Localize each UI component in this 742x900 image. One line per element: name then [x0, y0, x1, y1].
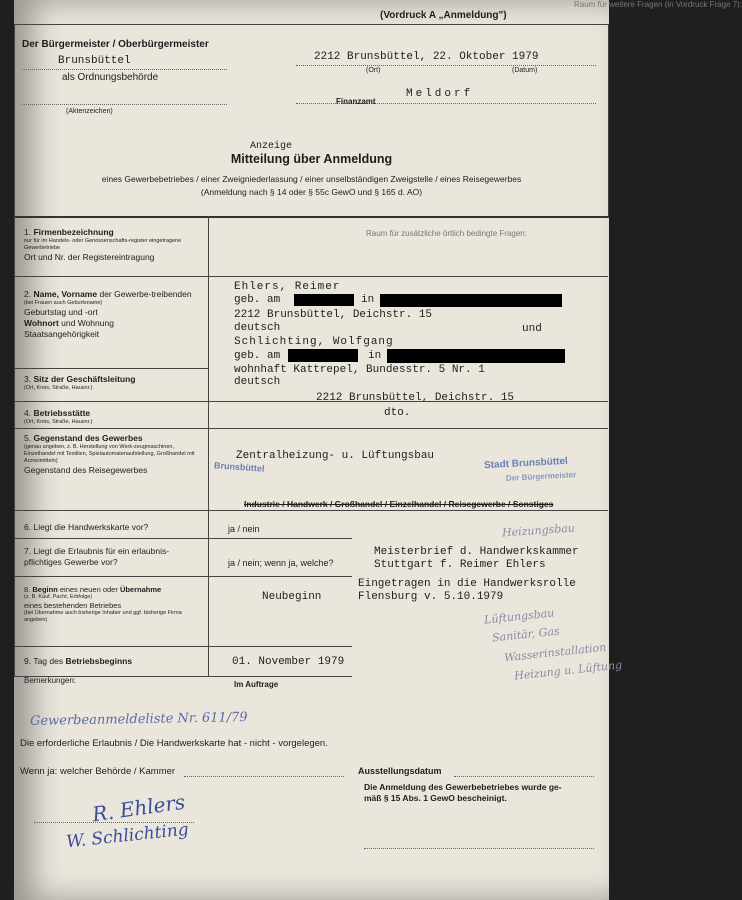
- table-top: [14, 216, 609, 218]
- meisterbrief-1: Meisterbrief d. Handwerkskammer: [374, 546, 579, 558]
- geb-am-2: geb. am: [234, 350, 281, 362]
- row-1-bottom: [14, 276, 608, 277]
- place-date: 2212 Brunsbüttel, 22. Oktober 1979: [314, 51, 539, 63]
- form-subtitle-2: (Anmeldung nach § 14 oder § 55c GewO und § 165 d. AO): [200, 187, 423, 197]
- row-4-label-bold: Betriebsstätte: [33, 408, 91, 418]
- row-3-label-bold: Sitz der Geschäftsleitung: [33, 374, 136, 384]
- pencil-note-3: Sanitär, Gas: [491, 624, 561, 645]
- row-8-label-small-2: (bei Übernahme auch bisherige Inhaber und ggf. bisherige Firma angeben): [24, 610, 182, 623]
- bestaetigung-2: mäß § 15 Abs. 1 GewO bescheinigt.: [364, 793, 507, 803]
- nationality-2: deutsch: [234, 376, 281, 388]
- betriebsbeginn-value: 01. November 1979: [232, 656, 345, 668]
- erlaubnis-statement: Die erforderliche Erlaubnis / Die Handwerkskarte hat - nicht - vorgelegen.: [20, 738, 328, 749]
- im-auftrage: Im Auftrage: [234, 680, 279, 689]
- redaction-birthplace-2: [387, 349, 565, 363]
- pencil-note-5: Heizung u. Lüftung: [513, 658, 623, 683]
- row-7-label: [24, 546, 204, 568]
- row-6-bottom: [14, 538, 352, 539]
- in-2: in: [368, 350, 382, 362]
- row-8-label-bold: Beginn: [32, 585, 58, 594]
- redaction-birthdate-1: [294, 294, 354, 306]
- q6-options: ja / nein: [228, 524, 260, 534]
- row-7-label-normal: Liegt die Erlaubnis für ein erlaubnis-pflichtiges Gewerbe vor?: [24, 546, 170, 567]
- redaction-birthplace-1: [380, 294, 562, 307]
- table-left: [14, 216, 15, 676]
- aktenzeichen-label: (Aktenzeichen): [66, 108, 113, 115]
- geb-am-1: geb. am: [234, 294, 281, 306]
- row-8-label-small: (z. B. Kauf, Pacht, Erbfolge): [24, 594, 93, 600]
- row-8-label: [24, 585, 204, 624]
- stamp-side: Brunsbüttel: [213, 460, 265, 474]
- row-1-label-normal: Ort und Nr. der Registereintragung: [24, 252, 155, 262]
- signature-2: W. Schlichting: [65, 819, 190, 853]
- meisterbrief-2: Stuttgart f. Reimer Ehlers: [374, 559, 546, 571]
- form-name: (Vordruck A „Anmeldung"): [380, 10, 507, 21]
- address-2: wohnhaft Kattrepel, Bundesstr. 5 Nr. 1: [234, 364, 485, 376]
- authority-role: als Ordnungsbehörde: [62, 72, 159, 83]
- header-rule: [14, 24, 609, 25]
- row-4-label: [24, 408, 92, 426]
- behoerde-label: Wenn ja: welcher Behörde / Kammer: [20, 766, 176, 777]
- row-9-num: 9.: [24, 656, 32, 666]
- row-2-label-nationality: Staatsangehörigkeit: [24, 329, 100, 339]
- pencil-note-1: Heizungsbau: [501, 521, 576, 540]
- nationality-1: deutsch: [234, 322, 281, 334]
- row-1-label-small: nur für im Handels- oder Genossenschafts-register eingetragene Gewerbetriebe: [24, 238, 182, 251]
- row-5-label-small: (genau angeben, z. B. Herstellung von Werk-zeugmaschinen, Einzelhandel mit Textilien, Spielautomatenaufstellung, Großhandel mit Arzneimitteln): [24, 444, 195, 464]
- row-5-num: 5.: [24, 433, 32, 443]
- beginn-value: Neubeginn: [262, 591, 322, 603]
- ausstellung-label: Ausstellungsdatum: [358, 766, 442, 776]
- form-title: Mitteilung über Anmeldung: [230, 152, 393, 166]
- finanzamt-label: Finanzamt: [336, 97, 376, 106]
- signature-1: R. Ehlers: [90, 789, 187, 827]
- row-6-num: 6.: [24, 522, 32, 532]
- row-7-bottom: [14, 576, 352, 577]
- address-1: 2212 Brunsbüttel, Deichstr. 15: [234, 309, 433, 321]
- row-8-num: 8.: [24, 585, 31, 594]
- redaction-birthdate-2: [288, 349, 358, 362]
- name-2: Schlichting, Wolfgang: [234, 336, 394, 348]
- datum-label: (Datum): [512, 67, 538, 74]
- q7-options: ja / nein; wenn ja, welche?: [228, 558, 334, 568]
- pencil-note-2: Lüftungsbau: [483, 606, 555, 627]
- finanzamt-value: Meldorf: [406, 88, 474, 100]
- row-2-num: 2.: [24, 289, 32, 299]
- betriebsstaette-value: dto.: [384, 407, 411, 419]
- row-1-label: [24, 227, 194, 263]
- signature-dots-2: [364, 848, 594, 849]
- form-subtitle: eines Gewerbebetriebes / einer Zweigniederlassung / einer unselbständigen Zweigstelle / eines Reisegewerbes: [101, 174, 522, 184]
- aktenzeichen-dots: [22, 104, 227, 105]
- row-2-label-normal: der Gewerbe-treibenden: [99, 289, 192, 299]
- category-options: Industrie / Handwerk / Großhandel / Einzelhandel / Reisegewerbe / Sonstiges: [244, 499, 554, 509]
- anzeige: Anzeige: [250, 141, 293, 152]
- row-8-label-normal-2: eines bestehenden Betriebes: [24, 601, 122, 610]
- row-5-label-normal: Gegenstand des Reisegewerbes: [24, 465, 148, 475]
- row-5-bottom: [14, 510, 608, 511]
- row-3-label-small: (Ort, Kreis, Straße, Hausnr.): [24, 385, 93, 391]
- authority-dots: [22, 69, 227, 70]
- in-1: in: [361, 294, 375, 306]
- behoerde-dots: [184, 776, 344, 777]
- row-8-bottom: [14, 646, 352, 647]
- row-9-label-bold: Betriebsbeginns: [65, 656, 133, 666]
- form-sheet: [14, 0, 742, 900]
- bestaetigung-1: Die Anmeldung des Gewerbebetriebes wurde ge-: [364, 782, 562, 792]
- gegenstand-value: Zentralheizung- u. Lüftungsbau: [236, 450, 435, 462]
- row-2-label-wohnort: Wohnort: [24, 318, 59, 328]
- row-4-bottom: [14, 428, 608, 429]
- row-5-label-bold: Gegenstand des Gewerbes: [33, 433, 143, 443]
- row-2-label-wohnung: und Wohnung: [61, 318, 114, 328]
- row-2-bottom: [14, 368, 208, 369]
- row-6-label-normal: Liegt die Handwerkskarte vor?: [33, 522, 149, 532]
- top-note: Raum für weitere Fragen (in Vordruck Frage 7):: [574, 0, 742, 9]
- name-1: Ehlers, Reimer: [234, 281, 341, 293]
- handwerksrolle-1: Eingetragen in die Handwerksrolle: [358, 578, 576, 590]
- row-2-label-bold: Name, Vorname: [33, 289, 98, 299]
- place-date-dots: [296, 65, 596, 66]
- row-1-num: 1.: [24, 227, 32, 237]
- stamp-line-1: Stadt Brunsbüttel: [483, 455, 569, 472]
- table-divider: [208, 216, 209, 676]
- row-2-label: [24, 289, 204, 340]
- row-7-num: 7.: [24, 546, 32, 556]
- row-8-label-normal: eines neuen oder: [59, 585, 118, 594]
- row-3-label: [24, 374, 136, 392]
- row-6-label: [24, 522, 148, 533]
- pencil-bemerkung: Gewerbeanmeldeliste Nr. 611/79: [29, 710, 248, 729]
- row-8-label-bold-2: Übernahme: [119, 585, 162, 594]
- ort-label: (Ort): [366, 67, 381, 74]
- row-4-num: 4.: [24, 408, 32, 418]
- row-9-label: [24, 656, 132, 667]
- authority-title: Der Bürgermeister / Oberbürgermeister: [22, 39, 209, 50]
- row-3-bottom: [14, 401, 608, 402]
- right-note: Raum für zusätzliche örtlich bedingte Fragen:: [366, 229, 527, 238]
- row-3-num: 3.: [24, 374, 32, 384]
- authority-name: Brunsbüttel: [58, 55, 131, 67]
- row-2-label-small: (bei Frauen auch Geburtsname): [24, 300, 103, 306]
- stamp-line-2: Der Bürgermeister: [505, 470, 577, 483]
- handwerksrolle-2: Flensburg v. 5.10.1979: [358, 591, 504, 603]
- bemerkungen-label: Bemerkungen:: [24, 676, 77, 685]
- row-5-label: [24, 433, 204, 476]
- row-1-label-bold: Firmenbezeichnung: [33, 227, 114, 237]
- pencil-note-4: Wasserinstallation: [503, 640, 607, 665]
- row-2-label-birth: Geburtstag und -ort: [24, 307, 98, 317]
- und: und: [522, 323, 542, 335]
- row-9-label-normal: Tag des: [33, 656, 64, 666]
- row-4-label-small: (Ort, Kreis, Straße, Hausnr.): [24, 419, 93, 425]
- sitz-value: 2212 Brunsbüttel, Deichstr. 15: [316, 392, 515, 404]
- ausstellung-dots: [454, 776, 594, 777]
